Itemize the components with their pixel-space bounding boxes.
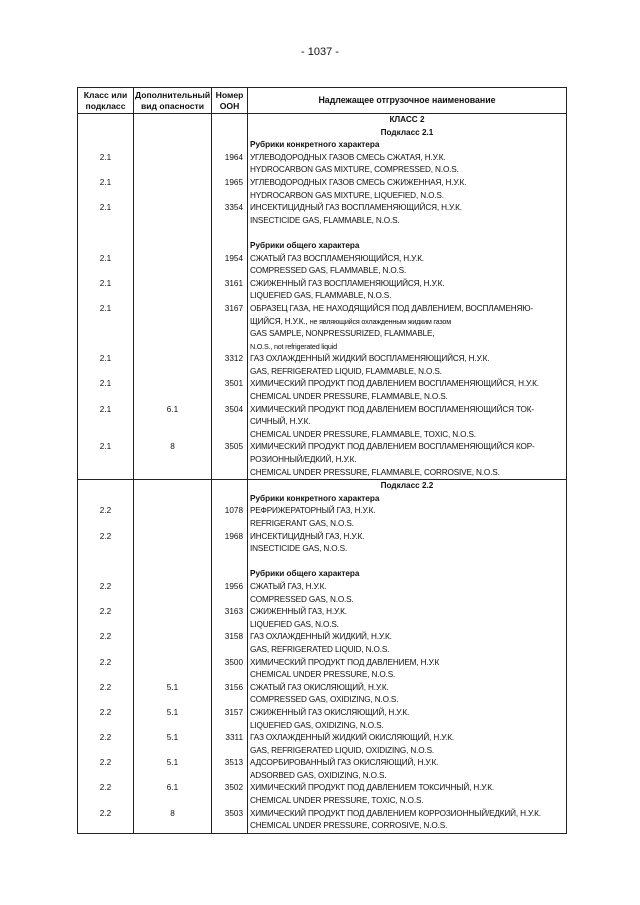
class-cell: 2.2 <box>78 531 134 556</box>
class-cell: 2.1 <box>78 353 134 378</box>
un-number-cell: 1965 <box>212 177 248 202</box>
rubric-general-2-2-row <box>78 568 567 581</box>
name-russian: УГЛЕВОДОРОДНЫХ ГАЗОВ СМЕСЬ СЖИЖЕННАЯ, Н.У.К. <box>250 177 467 187</box>
name-cell <box>248 531 567 556</box>
table-row <box>78 505 567 530</box>
table-row <box>78 441 567 479</box>
un-number-cell: 3157 <box>212 707 248 732</box>
risk-cell <box>134 606 212 631</box>
table-row <box>78 303 567 353</box>
un-number-cell: 3504 <box>212 404 248 442</box>
table-row <box>78 202 567 227</box>
table-row <box>78 631 567 656</box>
subclass-2-2-title-row <box>78 480 567 493</box>
subclass-row <box>78 127 567 140</box>
name-cell <box>248 378 567 403</box>
name-russian-line2: РОЗИОННЫЙ/ЕДКИЙ, Н.У.К. <box>250 455 357 465</box>
risk-cell <box>134 353 212 378</box>
rubric-general-2-1: Рубрики общего характера <box>248 240 567 253</box>
name-russian: РЕФРИЖЕРАТОРНЫЙ ГАЗ, Н.У.К. <box>250 506 376 516</box>
name-russian: СЖИЖЕННЫЙ ГАЗ, Н.У.К. <box>250 607 347 617</box>
class-cell: 2.2 <box>78 707 134 732</box>
class-cell: 2.2 <box>78 757 134 782</box>
risk-cell <box>134 657 212 682</box>
name-cell <box>248 782 567 807</box>
name-cell <box>248 253 567 278</box>
un-number-cell: 1954 <box>212 253 248 278</box>
risk-cell <box>134 278 212 303</box>
name-russian-line1: ХИМИЧЕСКИЙ ПРОДУКТ ПОД ДАВЛЕНИЕМ ВОСПЛАМЕНЯЮЩИЙСЯ КОР- <box>250 442 535 452</box>
rubric-specific-2-2-row <box>78 493 567 506</box>
name-cell <box>248 682 567 707</box>
un-number-cell: 3501 <box>212 378 248 403</box>
class-cell: 2.2 <box>78 808 134 834</box>
table-row <box>78 152 567 177</box>
table-row <box>78 353 567 378</box>
name-russian: ГАЗ ОХЛАЖДЕННЫЙ ЖИДКИЙ ВОСПЛАМЕНЯЮЩИЙСЯ, Н.У.К. <box>250 354 490 364</box>
name-cell <box>248 353 567 378</box>
name-english: LIQUEFIED GAS, OXIDIZING, N.O.S. <box>250 720 384 730</box>
un-number-cell: 1956 <box>212 581 248 606</box>
rubric-general-2-2: Рубрики общего характера <box>248 568 567 581</box>
name-russian: СЖАТЫЙ ГАЗ, Н.У.К. <box>250 581 327 591</box>
class-cell: 2.1 <box>78 278 134 303</box>
un-number-cell: 3312 <box>212 353 248 378</box>
subclass-2-2-title: Подкласс 2.2 <box>248 480 567 493</box>
table-header-row <box>78 88 567 114</box>
name-cell <box>248 707 567 732</box>
name-russian-note: не являющийся охлажденным жидким газом <box>309 316 451 326</box>
name-cell <box>248 757 567 782</box>
table-row <box>78 732 567 757</box>
name-english: LIQUEFIED GAS, FLAMMABLE, N.O.S. <box>250 291 392 301</box>
name-cell <box>248 152 567 177</box>
risk-cell <box>134 303 212 353</box>
risk-cell: 5.1 <box>134 757 212 782</box>
name-english: GAS, REFRIGERATED LIQUID, OXIDIZING, N.O.S. <box>250 745 435 755</box>
name-english: LIQUEFIED GAS, N.O.S. <box>250 619 339 629</box>
class-cell: 2.1 <box>78 177 134 202</box>
risk-cell <box>134 152 212 177</box>
subclass-2-1-title: Подкласс 2.1 <box>248 127 567 140</box>
un-number-cell: 3505 <box>212 441 248 479</box>
risk-cell <box>134 531 212 556</box>
class-cell: 2.2 <box>78 581 134 606</box>
name-russian: СЖАТЫЙ ГАЗ ВОСПЛАМЕНЯЮЩИЙСЯ, Н.У.К. <box>250 253 424 263</box>
header-name: Надлежащее отгрузочное наименование <box>248 88 567 114</box>
rubric-general-2-1-row <box>78 240 567 253</box>
name-cell <box>248 657 567 682</box>
name-cell <box>248 441 567 479</box>
name-english-line2: N.O.S., not refrigerated liquid <box>250 341 337 351</box>
name-english: COMPRESSED GAS, FLAMMABLE, N.O.S. <box>250 266 407 276</box>
name-english: CHEMICAL UNDER PRESSURE, TOXIC, N.O.S. <box>250 796 424 806</box>
name-russian: ХИМИЧЕСКИЙ ПРОДУКТ ПОД ДАВЛЕНИЕМ КОРРОЗИОННЫЙ/ЕДКИЙ, Н.У.К. <box>250 808 541 818</box>
name-russian: ХИМИЧЕСКИЙ ПРОДУКТ ПОД ДАВЛЕНИЕМ ВОСПЛАМЕНЯЮЩИЙСЯ, Н.У.К. <box>250 379 539 389</box>
table-row <box>78 707 567 732</box>
un-number-cell: 3503 <box>212 808 248 834</box>
name-english: CHEMICAL UNDER PRESSURE, FLAMMABLE, CORROSIVE, N.O.S. <box>250 467 500 477</box>
name-russian: УГЛЕВОДОРОДНЫХ ГАЗОВ СМЕСЬ СЖАТАЯ, Н.У.К. <box>250 152 446 162</box>
name-cell <box>248 303 567 353</box>
name-cell <box>248 581 567 606</box>
un-number-cell: 3500 <box>212 657 248 682</box>
un-number-cell: 1968 <box>212 531 248 556</box>
name-english: CHEMICAL UNDER PRESSURE, FLAMMABLE, N.O.S. <box>250 392 448 402</box>
name-cell <box>248 505 567 530</box>
table-row <box>78 782 567 807</box>
un-number-cell: 3354 <box>212 202 248 227</box>
name-russian-line1: ХИМИЧЕСКИЙ ПРОДУКТ ПОД ДАВЛЕНИЕМ ВОСПЛАМЕНЯЮЩИЙСЯ ТОК- <box>250 404 534 414</box>
class-cell: 2.2 <box>78 732 134 757</box>
class-cell: 2.1 <box>78 202 134 227</box>
name-cell <box>248 202 567 227</box>
risk-cell: 5.1 <box>134 682 212 707</box>
name-english: REFRIGERANT GAS, N.O.S. <box>250 519 354 528</box>
dangerous-goods-table <box>77 87 567 834</box>
class-cell: 2.2 <box>78 606 134 631</box>
table-row <box>78 278 567 303</box>
table-row <box>78 657 567 682</box>
un-number-cell: 1078 <box>212 505 248 530</box>
name-russian: ГАЗ ОХЛАЖДЕННЫЙ ЖИДКИЙ ОКИСЛЯЮЩИЙ, Н.У.К. <box>250 733 455 743</box>
name-english: GAS, REFRIGERATED LIQUID, FLAMMABLE, N.O.S. <box>250 366 442 376</box>
name-russian: ГАЗ ОХЛАЖДЕННЫЙ ЖИДКИЙ, Н.У.К. <box>250 632 392 642</box>
risk-cell: 5.1 <box>134 732 212 757</box>
risk-cell <box>134 631 212 656</box>
risk-cell <box>134 505 212 530</box>
name-english: COMPRESSED GAS, N.O.S. <box>250 594 354 604</box>
name-russian: СЖАТЫЙ ГАЗ ОКИСЛЯЮЩИЙ, Н.У.К. <box>250 682 389 692</box>
name-cell <box>248 808 567 834</box>
name-cell <box>248 278 567 303</box>
table-row <box>78 808 567 834</box>
class-cell: 2.1 <box>78 404 134 442</box>
rubric-specific-2-1: Рубрики конкретного характера <box>248 139 567 152</box>
table-row <box>78 253 567 278</box>
table-row <box>78 531 567 556</box>
name-cell <box>248 177 567 202</box>
risk-cell <box>134 581 212 606</box>
rubric-row <box>78 139 567 152</box>
name-russian-line1: ОБРАЗЕЦ ГАЗА, НЕ НАХОДЯЩИЙСЯ ПОД ДАВЛЕНИЕМ, ВОСПЛАМЕНЯЮ- <box>250 303 533 313</box>
un-number-cell: 3311 <box>212 732 248 757</box>
risk-cell: 5.1 <box>134 707 212 732</box>
name-russian: АДСОРБИРОВАННЫЙ ГАЗ ОКИСЛЯЮЩИЙ, Н.У.К. <box>250 758 439 768</box>
class-cell: 2.1 <box>78 253 134 278</box>
risk-cell: 8 <box>134 441 212 479</box>
name-english: CHEMICAL UNDER PRESSURE, FLAMMABLE, TOXIC, N.O.S. <box>250 429 476 439</box>
table-row <box>78 404 567 442</box>
header-un: Номер ООН <box>212 88 248 114</box>
name-russian: ИНСЕКТИЦИДНЫЙ ГАЗ, Н.У.К. <box>250 531 365 541</box>
class-cell: 2.2 <box>78 782 134 807</box>
table-row <box>78 581 567 606</box>
class-cell: 2.1 <box>78 303 134 353</box>
name-russian: СЖИЖЕННЫЙ ГАЗ ОКИСЛЯЮЩИЙ, Н.У.К. <box>250 707 410 717</box>
name-russian-line2: ЩИЙСЯ, Н.У.К., <box>250 316 310 326</box>
risk-cell <box>134 378 212 403</box>
class-cell: 2.2 <box>78 505 134 530</box>
class-cell: 2.2 <box>78 657 134 682</box>
name-english: CHEMICAL UNDER PRESSURE, CORROSIVE, N.O.S. <box>250 821 448 831</box>
name-cell <box>248 631 567 656</box>
name-english: COMPRESSED GAS, OXIDIZING, N.O.S. <box>250 695 399 705</box>
risk-cell <box>134 202 212 227</box>
un-number-cell: 3167 <box>212 303 248 353</box>
table-body <box>78 114 567 834</box>
un-number-cell: 3513 <box>212 757 248 782</box>
name-english: HYDROCARBON GAS MIXTURE, COMPRESSED, N.O.S. <box>250 165 459 175</box>
header-risk: Дополнительный вид опасности <box>134 88 212 114</box>
table-row <box>78 378 567 403</box>
un-number-cell: 1964 <box>212 152 248 177</box>
name-english: INSECTICIDE GAS, FLAMMABLE, N.O.S. <box>250 215 400 225</box>
spacer-row <box>78 556 567 569</box>
name-english: GAS, REFRIGERATED LIQUID, N.O.S. <box>250 644 390 654</box>
rubric-specific-2-2: Рубрики конкретного характера <box>248 493 567 506</box>
table-row <box>78 606 567 631</box>
class-cell: 2.1 <box>78 378 134 403</box>
un-number-cell: 3502 <box>212 782 248 807</box>
risk-cell <box>134 177 212 202</box>
un-number-cell: 3163 <box>212 606 248 631</box>
name-russian-line2: СИЧНЫЙ, Н.У.К. <box>250 417 311 427</box>
name-english: HYDROCARBON GAS MIXTURE, LIQUEFIED, N.O.S. <box>250 190 444 200</box>
spacer-row <box>78 227 567 240</box>
name-cell <box>248 606 567 631</box>
table-row <box>78 757 567 782</box>
class-cell: 2.2 <box>78 631 134 656</box>
class-cell: 2.2 <box>78 682 134 707</box>
risk-cell: 6.1 <box>134 404 212 442</box>
class-title-row <box>78 114 567 127</box>
table-row <box>78 682 567 707</box>
name-english: ADSORBED GAS, OXIDIZING, N.O.S. <box>250 770 387 780</box>
class-cell: 2.1 <box>78 441 134 479</box>
page-number: - 1037 - <box>301 46 339 58</box>
name-english: INSECTICIDE GAS, N.O.S. <box>250 544 348 554</box>
name-cell <box>248 404 567 442</box>
name-english-line1: GAS SAMPLE, NONPRESSURIZED, FLAMMABLE, <box>250 329 435 339</box>
un-number-cell: 3158 <box>212 631 248 656</box>
name-russian: ИНСЕКТИЦИДНЫЙ ГАЗ ВОСПЛАМЕНЯЮЩИЙСЯ, Н.У.К. <box>250 203 462 213</box>
class-cell: 2.1 <box>78 152 134 177</box>
risk-cell <box>134 253 212 278</box>
class-title: КЛАСС 2 <box>248 114 567 127</box>
risk-cell: 8 <box>134 808 212 834</box>
table-row <box>78 177 567 202</box>
name-cell <box>248 732 567 757</box>
risk-cell: 6.1 <box>134 782 212 807</box>
name-russian: ХИМИЧЕСКИЙ ПРОДУКТ ПОД ДАВЛЕНИЕМ, Н.У.К <box>250 657 440 667</box>
un-number-cell: 3161 <box>212 278 248 303</box>
name-english: CHEMICAL UNDER PRESSURE, N.O.S. <box>250 670 396 680</box>
header-class: Класс или подкласс <box>78 88 134 114</box>
name-russian: СЖИЖЕННЫЙ ГАЗ ВОСПЛАМЕНЯЮЩИЙСЯ, Н.У.К. <box>250 278 445 288</box>
name-russian: ХИМИЧЕСКИЙ ПРОДУКТ ПОД ДАВЛЕНИЕМ ТОКСИЧНЫЙ, Н.У.К. <box>250 783 495 793</box>
un-number-cell: 3156 <box>212 682 248 707</box>
